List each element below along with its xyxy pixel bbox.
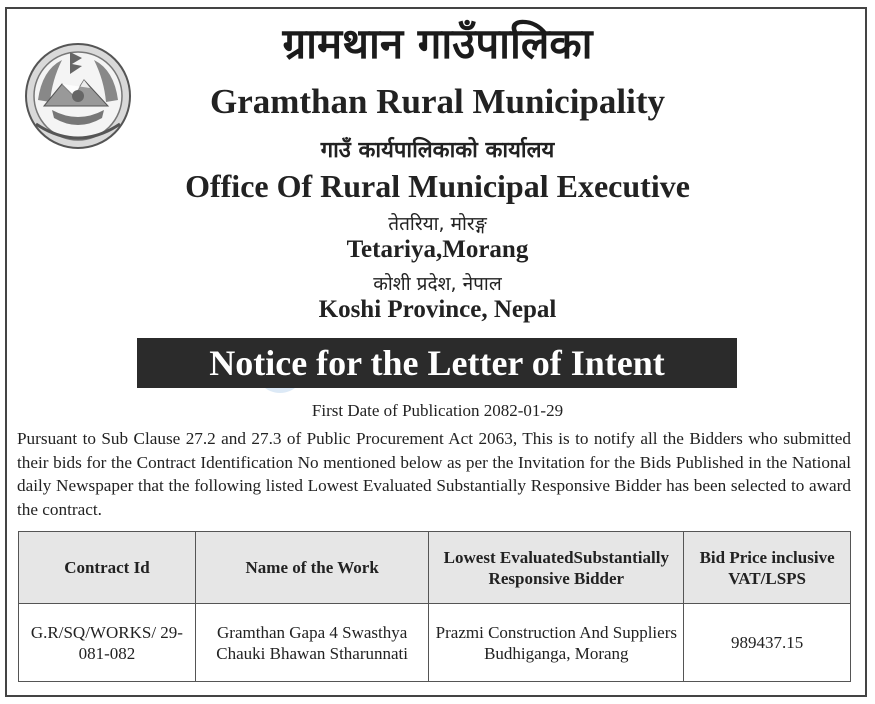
header-bidder: Lowest EvaluatedSubstantially Responsive Bidder bbox=[429, 532, 684, 604]
header-work-name: Name of the Work bbox=[195, 532, 429, 604]
publication-date: First Date of Publication 2082-01-29 bbox=[311, 401, 564, 420]
province-english: Koshi Province, Nepal bbox=[318, 296, 557, 323]
notice-body-paragraph: Pursuant to Sub Clause 27.2 and 27.3 of Public Procurement Act 2063, This is to notify all the Bidders who submitted their bids for the Contract Identification No mentioned below as per the Invitation for the Bids Published in the National daily Newspaper that the following listed Lowest Evaluated Substantially Responsive Bidder has been selected to award the contract. bbox=[17, 429, 851, 519]
notice-title-banner: Notice for the Letter of Intent bbox=[137, 338, 737, 388]
table-row bbox=[19, 604, 851, 682]
cell-work-name: Gramthan Gapa 4 Swasthya Chauki Bhawan Stharunnati bbox=[195, 604, 429, 682]
location-english: Tetariya,Morang bbox=[346, 236, 529, 263]
municipality-name-english: Gramthan Rural Municipality bbox=[209, 82, 666, 121]
office-name-nepali: गाउँ कार्यपालिकाको कार्यालय bbox=[320, 138, 555, 163]
header-bid-price: Bid Price inclusive VAT/LSPS bbox=[684, 532, 851, 604]
cell-bidder: Prazmi Construction And Suppliers Budhiganga, Morang bbox=[429, 604, 684, 682]
cell-bid-price: 989437.15 bbox=[684, 604, 851, 682]
office-name-english: Office Of Rural Municipal Executive bbox=[185, 168, 690, 204]
location-nepali: तेतरिया, मोरङ्ग bbox=[388, 213, 487, 235]
cell-contract-id: G.R/SQ/WORKS/ 29-081-082 bbox=[19, 604, 196, 682]
table-header-row bbox=[19, 532, 851, 604]
province-nepali: कोशी प्रदेश, नेपाल bbox=[373, 273, 502, 295]
award-table bbox=[18, 531, 851, 682]
municipality-name-nepali: ग्रामथान गाउँपालिका bbox=[282, 19, 593, 68]
header-contract-id: Contract Id bbox=[19, 532, 196, 604]
